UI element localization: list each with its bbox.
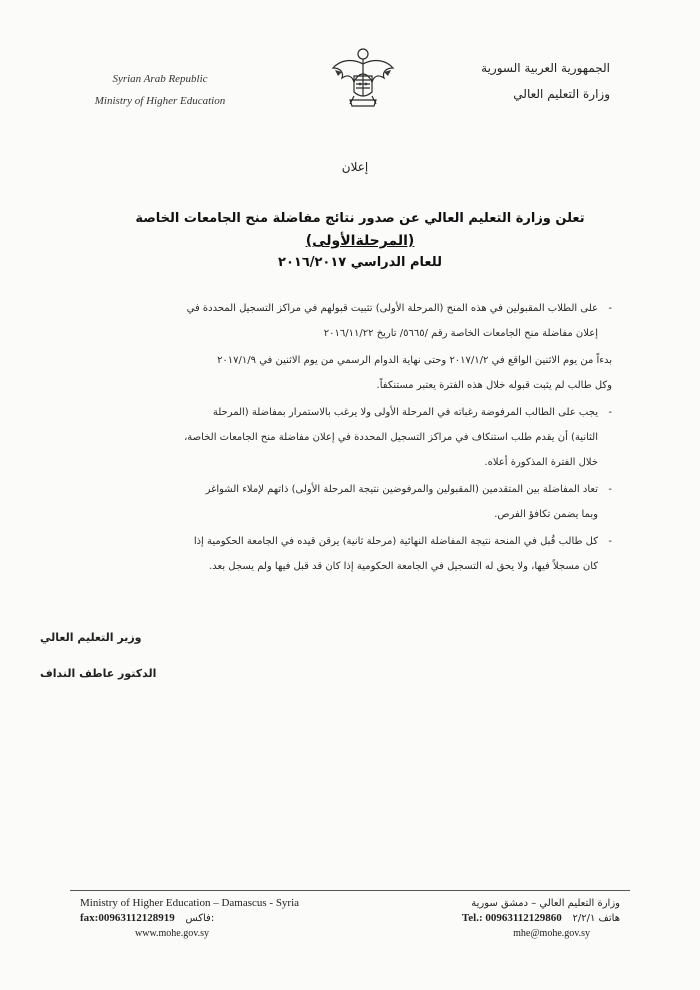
header-ar-country: الجمهورية العربية السورية: [481, 61, 610, 75]
heading-academic-year: للعام الدراسي ٢٠١٦/٢٠١٧: [278, 255, 442, 270]
paragraph-line: وكل طالب لم يثبت قبوله خلال هذه الفترة يعتبر مستنكفاً.: [376, 380, 612, 391]
header-arabic: [460, 55, 610, 107]
paragraph-line: إعلان مفاضلة منح الجامعات الخاصة رقم /٥٦٦٥/ تاريخ ٢٠١٦/١١/٢٢: [323, 328, 598, 339]
signature-block: [40, 620, 260, 692]
paragraph-line: الثانية) أن يقدم طلب استنكاف في مراكز التسجيل المحددة في إعلان مفاضلة منح الجامعات الخاصة،: [184, 432, 598, 443]
bullet-dash: -: [608, 484, 612, 495]
announcement-heading: [110, 208, 610, 274]
footer-ministry-address: Ministry of Higher Education – Damascus - Syria: [80, 897, 300, 909]
header-ar-ministry: وزارة التعليم العالي: [513, 87, 610, 101]
footer-divider: [70, 890, 630, 891]
paragraph-1-continued: [92, 348, 612, 398]
paragraph-line: تعاد المفاضلة بين المتقدمين (المقبولين والمرفوضين نتيجة المرحلة الأولى) ذاتهم لإملاء الشواغر: [205, 484, 598, 495]
footer-fax-label: فاكس:: [185, 913, 215, 924]
footer-tel-label: هاتف ٢/٢/١: [572, 913, 620, 924]
announcement-body: [92, 296, 612, 581]
header-en-country: Syrian Arab Republic: [112, 73, 208, 85]
paragraph-4: [92, 529, 612, 579]
signature-title: وزير التعليم العالي: [40, 631, 142, 644]
signature-name: الدكتور عاطف النداف: [40, 667, 157, 680]
paragraph-line: خلال الفترة المذكورة أعلاه.: [484, 457, 598, 468]
paragraph-line: يجب على الطالب المرفوضة رغباته في المرحلة الأولى ولا يرغب بالاستمرار بمفاضلة (المرحلة: [212, 407, 598, 418]
paragraph-line: وبما يضمن تكافؤ الفرص.: [494, 509, 598, 520]
footer-email: mhe@mohe.gov.sy: [513, 928, 590, 939]
footer-right: [420, 896, 620, 941]
footer-tel-number: Tel.: 00963112129860: [461, 912, 562, 924]
paragraph-2: [92, 400, 612, 475]
heading-line1: تعلن وزارة التعليم العالي عن صدور نتائج مفاضلة منح الجامعات الخاصة: [135, 211, 585, 226]
footer-fax-number: fax:00963112128919: [80, 912, 175, 924]
document-title: إعلان: [341, 160, 369, 174]
paragraph-line: بدءاً من يوم الاثنين الواقع في ٢٠١٧/١/٢ وحتى نهاية الدوام الرسمي من يوم الاثنين في ٢٠١٧/١/٩: [217, 355, 612, 366]
paragraph-line: كل طالب قُبل في المنحة نتيجة المفاضلة النهائية (مرحلة ثانية) يرقن قيده في الجامعة الحكومية إذا: [193, 536, 598, 547]
footer-tel: [420, 911, 620, 926]
paragraph-3: [92, 477, 612, 527]
paragraph-line: على الطلاب المقبولين في هذه المنح (المرحلة الأولى) تثبيت قبولهم في مراكز التسجيل المحددة في: [186, 303, 598, 314]
paragraph-line: كان مسجلاً فيها، ولا يحق له التسجيل في الجامعة الحكومية إذا كان قد قبل فيها ولم يسجل بعد.: [209, 561, 598, 572]
header-english: [60, 68, 260, 112]
header-en-ministry: Ministry of Higher Education: [94, 95, 226, 107]
syrian-eagle-emblem-icon: [330, 46, 396, 114]
bullet-dash: -: [608, 303, 612, 314]
heading-stage: (المرحلةالأولى): [305, 233, 415, 249]
paragraph-1: [92, 296, 612, 346]
bullet-dash: -: [608, 407, 612, 418]
footer-left: [80, 896, 360, 941]
bullet-dash: -: [608, 536, 612, 547]
footer-fax: [80, 911, 360, 926]
footer-website: www.mohe.gov.sy: [135, 928, 209, 939]
footer-ministry-address-ar: وزارة التعليم العالي – دمشق سورية: [471, 898, 620, 909]
